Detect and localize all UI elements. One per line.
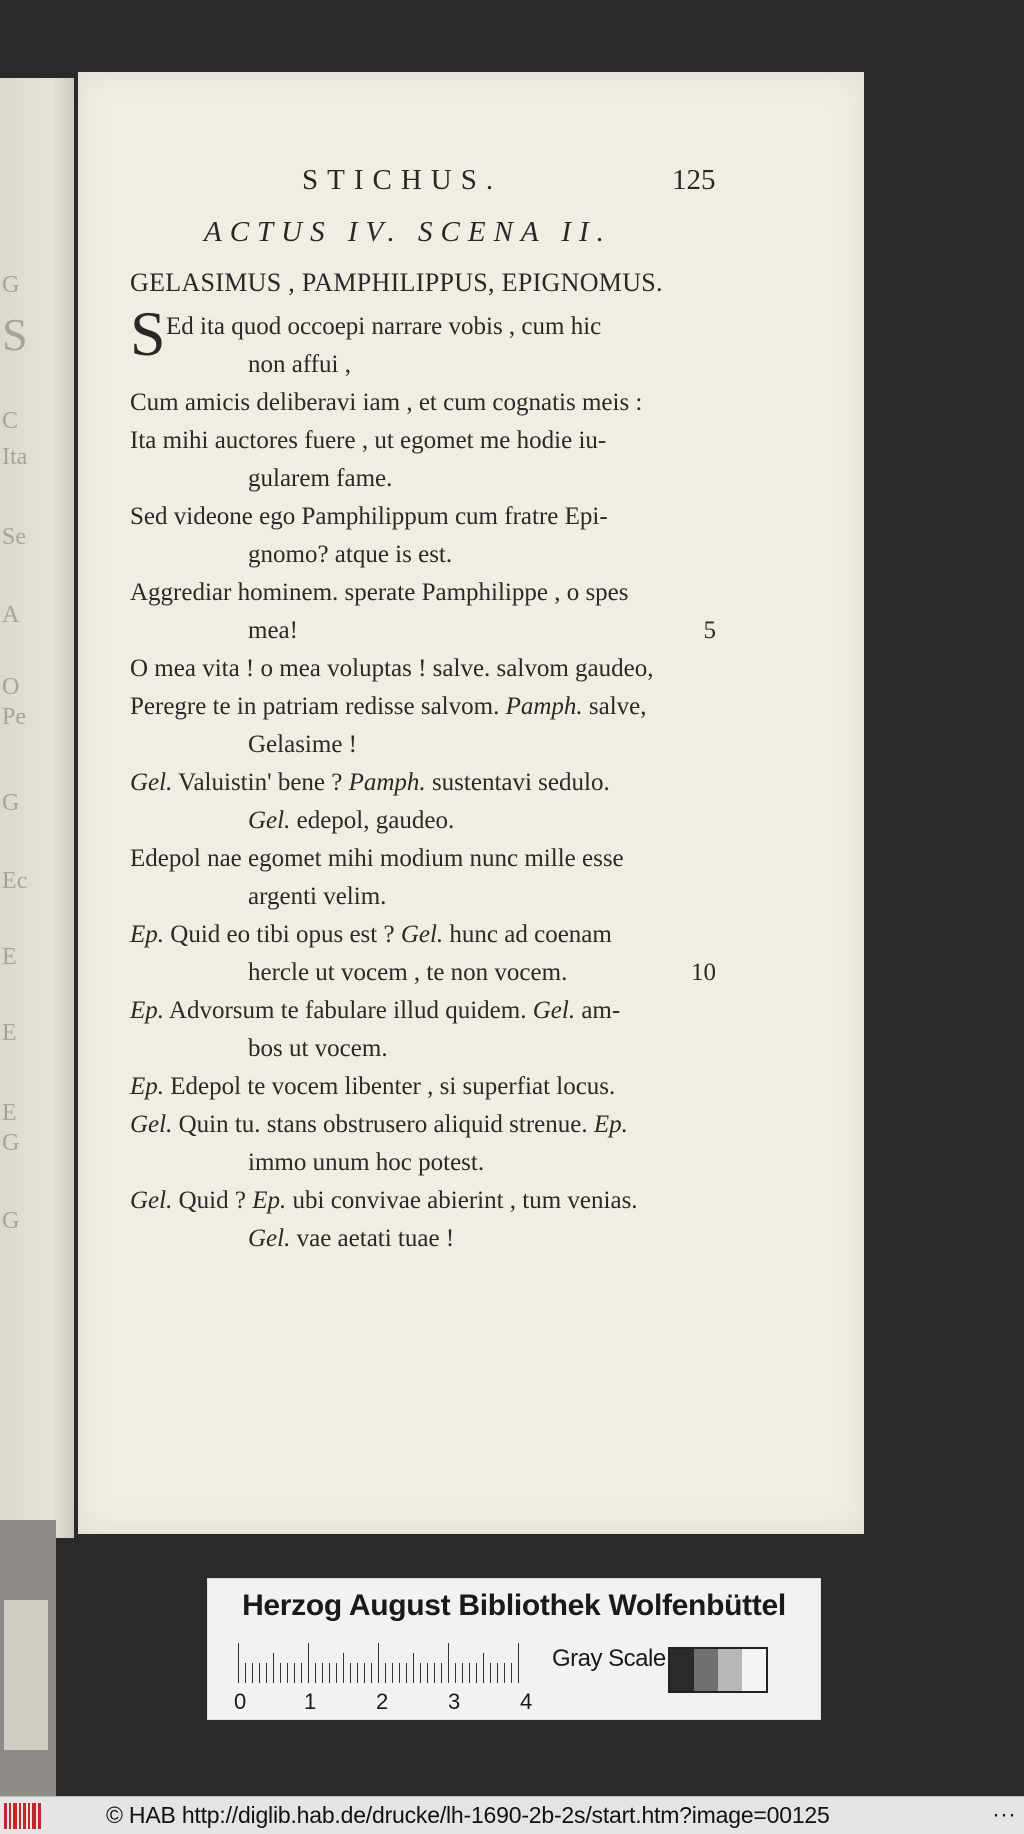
line-number: 10	[691, 959, 716, 986]
verse-line	[130, 1106, 720, 1144]
gray-swatch	[742, 1649, 766, 1691]
ruler-tick	[252, 1663, 253, 1683]
verse-line	[130, 764, 720, 802]
speaker-label: Gel.	[130, 1187, 173, 1214]
gray-swatch	[670, 1649, 694, 1691]
verse-line	[130, 650, 720, 688]
verse-line	[130, 574, 720, 612]
ruler-tick	[378, 1643, 379, 1683]
ruler-tick	[385, 1663, 386, 1683]
gray-swatch	[718, 1649, 742, 1691]
ruler-number: 4	[520, 1689, 533, 1714]
ruler-tick	[343, 1653, 344, 1683]
ruler-tick	[504, 1663, 505, 1683]
verse-line	[130, 878, 720, 916]
running-head	[78, 164, 864, 204]
verse-line	[130, 726, 720, 764]
verse-line	[130, 1182, 720, 1220]
verse-text: Quid ?	[178, 1187, 246, 1214]
speaker-label: Pamph.	[348, 769, 426, 796]
ruler-tick	[287, 1663, 288, 1683]
character-list: GELASIMUS , PAMPHILIPPUS, EPIGNOMUS.	[130, 268, 663, 297]
ruler-tick	[315, 1663, 316, 1683]
ruler-tick	[294, 1663, 295, 1683]
page-number: 125	[672, 164, 716, 196]
verse-text: vae aetati tuae !	[296, 1225, 455, 1252]
ruler-tick	[469, 1663, 470, 1683]
color-target-card	[207, 1578, 821, 1720]
ruler-tick	[455, 1663, 456, 1683]
ruler-tick	[357, 1663, 358, 1683]
ruler-tick	[266, 1663, 267, 1683]
ruler-tick	[308, 1643, 309, 1683]
verse-text: Cum amicis deliberavi iam , et cum cognatis meis :	[130, 389, 643, 416]
verse-block	[130, 298, 720, 1258]
verse-line	[130, 916, 720, 954]
ruler-tick	[322, 1663, 323, 1683]
speaker-label: Gel.	[130, 1111, 173, 1138]
verse-text: Peregre te in patriam redisse salvom.	[130, 693, 500, 720]
speaker-label: Gel.	[130, 769, 173, 796]
verse-text: Quin tu. stans obstrusero aliquid strenue.	[178, 1111, 588, 1138]
verse-line	[130, 954, 720, 992]
gray-swatch	[694, 1649, 718, 1691]
verse-line	[130, 1068, 720, 1106]
ghost-letter: C	[2, 408, 19, 434]
ruler-tick	[413, 1653, 414, 1683]
speaker-label: Ep.	[130, 997, 165, 1024]
ruler-tick	[336, 1663, 337, 1683]
ruler-tick	[392, 1663, 393, 1683]
spine-label	[4, 1600, 48, 1750]
verse-text: Ed ita quod occoepi narrare vobis , cum hic	[166, 313, 602, 340]
verse-line	[130, 1144, 720, 1182]
ghost-letter: O	[2, 674, 20, 700]
ruler-tick	[301, 1663, 302, 1683]
running-title: STICHUS.	[302, 164, 503, 196]
verse-text: ubi convivae abierint , tum venias.	[292, 1187, 638, 1214]
speaker-label: Gel.	[532, 997, 576, 1024]
ghost-letter: E	[2, 944, 17, 970]
verse-line	[130, 498, 720, 536]
barcode-bar	[38, 1803, 41, 1829]
ghost-letter: Ec	[2, 868, 28, 894]
verse-text: O mea vita ! o mea voluptas ! salve. salvom gaudeo,	[130, 655, 654, 682]
copyright-url[interactable]: © HAB http://diglib.hab.de/drucke/lh-1690-2b-2s/start.htm?image=00125	[106, 1802, 830, 1828]
verse-line	[130, 992, 720, 1030]
ruler-tick	[273, 1653, 274, 1683]
ghost-letter: A	[2, 602, 20, 628]
ruler-tick	[371, 1663, 372, 1683]
speaker-label: Gel.	[248, 1225, 291, 1252]
verse-text: Sed videone ego Pamphilippum cum fratre Epi-	[130, 503, 608, 530]
more-menu-button[interactable]: ···	[992, 1801, 1016, 1828]
ruler-tick	[280, 1663, 281, 1683]
verse-line	[130, 384, 720, 422]
ghost-letter: G	[2, 272, 20, 298]
speaker-label: Ep.	[252, 1187, 287, 1214]
gray-swatches	[668, 1647, 768, 1693]
ruler-tick	[364, 1663, 365, 1683]
speaker-label: Gel.	[248, 807, 291, 834]
line-number: 5	[703, 617, 716, 644]
verse-text: gularem fame.	[248, 465, 393, 492]
ruler-tick	[420, 1663, 421, 1683]
book-page	[78, 72, 864, 1534]
status-bar	[0, 1796, 1024, 1834]
verse-text: Quid eo tibi opus est ?	[170, 921, 395, 948]
spine-strip	[0, 1520, 56, 1796]
cm-ruler	[238, 1643, 520, 1683]
barcode-bar	[19, 1803, 21, 1829]
verse-text: Gelasime !	[248, 731, 357, 758]
ghost-letter: G	[2, 790, 20, 816]
barcode-bar	[23, 1803, 26, 1829]
verse-text: Edepol te vocem libenter , si superfiat locus.	[170, 1073, 616, 1100]
ruler-tick	[448, 1643, 449, 1683]
ruler-tick	[350, 1663, 351, 1683]
ruler-tick	[476, 1663, 477, 1683]
ruler-number: 3	[448, 1689, 461, 1714]
ruler-number: 1	[304, 1689, 317, 1714]
verse-text: bos ut vocem.	[248, 1035, 388, 1062]
gray-scale-label: Gray Scale	[552, 1645, 666, 1672]
verse-line	[130, 460, 720, 498]
ghost-letter: Ita	[2, 444, 28, 470]
speaker-label: Pamph.	[505, 693, 583, 720]
speaker-label: Ep.	[130, 921, 165, 948]
ruler-tick	[406, 1663, 407, 1683]
verse-text: Aggrediar hominem. sperate Pamphilippe , o spes	[130, 579, 629, 606]
verse-line	[130, 1030, 720, 1068]
ghost-letter: G	[2, 1208, 20, 1234]
previous-page-edge	[0, 78, 74, 1538]
verse-line	[130, 612, 720, 650]
verse-text: Edepol nae egomet mihi modium nunc mille esse	[130, 845, 624, 872]
ruler-tick	[441, 1663, 442, 1683]
barcode-bar	[32, 1803, 36, 1829]
ruler-tick	[259, 1663, 260, 1683]
ruler-tick	[518, 1643, 519, 1683]
verse-text: hercle ut vocem , te non vocem.	[248, 959, 568, 986]
barcode-bar	[9, 1803, 11, 1829]
verse-text: edepol, gaudeo.	[296, 807, 455, 834]
barcode-bar	[28, 1803, 30, 1829]
ghost-letter: E	[2, 1100, 17, 1126]
ghost-letter: E	[2, 1020, 17, 1046]
scene-heading: ACTUS IV. SCENA II.	[204, 216, 612, 248]
barcode-bar	[13, 1803, 17, 1829]
ghost-letter: G	[2, 1130, 20, 1156]
verse-line	[130, 840, 720, 878]
verse-line	[130, 346, 720, 384]
ruler-tick	[329, 1663, 330, 1683]
verse-text: Valuistin' bene ?	[178, 769, 343, 796]
barcode-icon	[4, 1801, 52, 1831]
ruler-tick	[238, 1643, 239, 1683]
speaker-label: Ep.	[130, 1073, 165, 1100]
verse-text: Advorsum te fabulare illud quidem.	[168, 997, 527, 1024]
verse-text: hunc ad coenam	[449, 921, 612, 948]
ghost-letter: Pe	[2, 704, 26, 730]
verse-text: Ita mihi auctores fuere , ut egomet me hodie iu-	[130, 427, 607, 454]
verse-text: salve,	[588, 693, 647, 720]
verse-line	[130, 422, 720, 460]
ruler-tick	[245, 1663, 246, 1683]
ruler-tick	[511, 1663, 512, 1683]
barcode-bar	[4, 1803, 7, 1829]
verse-line	[130, 536, 720, 574]
verse-line	[130, 688, 720, 726]
verse-line	[130, 802, 720, 840]
ruler-tick	[490, 1663, 491, 1683]
ghost-letter: S	[2, 309, 28, 360]
verse-text: sustentavi sedulo.	[431, 769, 610, 796]
verse-text: am-	[581, 997, 621, 1024]
speaker-label: Gel.	[400, 921, 444, 948]
verse-text: non affui ,	[248, 351, 351, 378]
ruler-tick	[462, 1663, 463, 1683]
verse-line	[130, 1220, 720, 1258]
speaker-label: Ep.	[593, 1111, 628, 1138]
verse-text: gnomo? atque is est.	[248, 541, 453, 568]
ruler-number: 2	[376, 1689, 389, 1714]
verse-text: immo unum hoc potest.	[248, 1149, 485, 1176]
library-name: Herzog August Bibliothek Wolfenbüttel	[242, 1589, 786, 1622]
ruler-tick	[497, 1663, 498, 1683]
ghost-letter: Se	[2, 524, 26, 550]
ruler-tick	[483, 1653, 484, 1683]
verse-text: mea!	[248, 617, 298, 644]
drop-cap: S	[130, 298, 166, 369]
ruler-tick	[399, 1663, 400, 1683]
ruler-number: 0	[234, 1689, 247, 1714]
verse-text: argenti velim.	[248, 883, 387, 910]
ruler-tick	[427, 1663, 428, 1683]
ruler-tick	[434, 1663, 435, 1683]
